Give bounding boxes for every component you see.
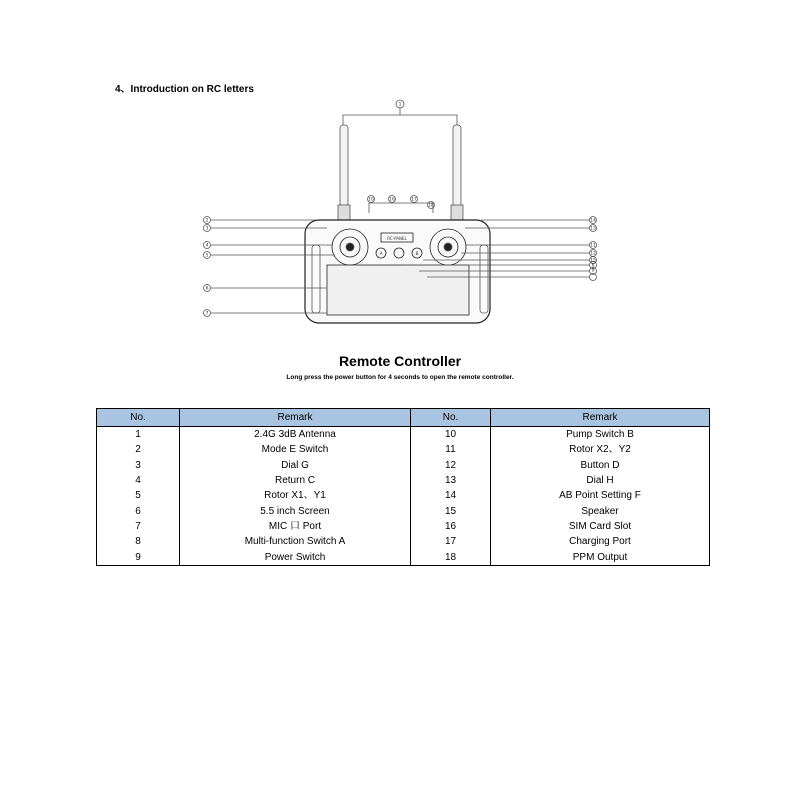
svg-text:B: B bbox=[415, 252, 419, 257]
header-remark-right: Remark bbox=[491, 409, 710, 427]
svg-text:16: 16 bbox=[389, 197, 395, 203]
table-cell: AB Point Setting F bbox=[491, 488, 710, 503]
table-cell: Pump Switch B bbox=[491, 427, 710, 443]
document-title: Remote Controller bbox=[338, 353, 462, 369]
svg-text:10: 10 bbox=[368, 197, 374, 203]
table-header-row bbox=[97, 409, 710, 427]
svg-text:5: 5 bbox=[205, 253, 209, 259]
table-cell: 10 bbox=[411, 427, 491, 443]
table-cell: 2.4G 3dB Antenna bbox=[180, 427, 411, 443]
section-heading: 4、Introduction on RC letters bbox=[115, 84, 254, 95]
table-cell: MIC 口 Port bbox=[180, 519, 411, 534]
table-cell: 18 bbox=[411, 549, 491, 565]
svg-text:17: 17 bbox=[411, 197, 417, 203]
table-row bbox=[97, 549, 710, 565]
table-cell: 15 bbox=[411, 503, 491, 518]
table-cell: 12 bbox=[411, 458, 491, 473]
svg-text:2: 2 bbox=[205, 218, 209, 224]
table-row bbox=[97, 534, 710, 549]
table-row bbox=[97, 488, 710, 503]
screen bbox=[327, 265, 469, 315]
table-cell: 1 bbox=[97, 427, 180, 443]
document-subtitle: Long press the power button for 4 seconds to open the remote controller. bbox=[286, 374, 514, 381]
svg-text:14: 14 bbox=[590, 218, 596, 224]
svg-text:13: 13 bbox=[590, 226, 596, 232]
table-cell: Dial G bbox=[180, 458, 411, 473]
table-cell: Power Switch bbox=[180, 549, 411, 565]
table-cell: Multi-function Switch A bbox=[180, 534, 411, 549]
svg-text:12: 12 bbox=[590, 251, 596, 257]
table-cell: 14 bbox=[411, 488, 491, 503]
table-cell: 13 bbox=[411, 473, 491, 488]
table-row bbox=[97, 442, 710, 457]
svg-text:18: 18 bbox=[428, 203, 434, 209]
header-remark-left: Remark bbox=[180, 409, 411, 427]
table-row bbox=[97, 519, 710, 534]
table-cell: 16 bbox=[411, 519, 491, 534]
table-cell: PPM Output bbox=[491, 549, 710, 565]
table-cell: 4 bbox=[97, 473, 180, 488]
table-cell: 5 bbox=[97, 488, 180, 503]
table-cell: Speaker bbox=[491, 503, 710, 518]
table-cell: Button D bbox=[491, 458, 710, 473]
table-cell: Dial H bbox=[491, 473, 710, 488]
table-cell: 2 bbox=[97, 442, 180, 457]
table-row bbox=[97, 473, 710, 488]
left-antenna-base bbox=[338, 205, 350, 221]
table-cell: Charging Port bbox=[491, 534, 710, 549]
left-antenna bbox=[340, 125, 348, 217]
antenna-callout-bracket bbox=[343, 115, 457, 125]
table-cell: Rotor X2、Y2 bbox=[491, 442, 710, 457]
svg-text:9: 9 bbox=[591, 268, 595, 274]
table-cell: Rotor X1、Y1 bbox=[180, 488, 411, 503]
table-cell: 3 bbox=[97, 458, 180, 473]
table-row bbox=[97, 503, 710, 518]
table-cell: Mode E Switch bbox=[180, 442, 411, 457]
table-cell: 9 bbox=[97, 549, 180, 565]
remote-controller-diagram bbox=[195, 95, 605, 330]
header-no-right: No. bbox=[411, 409, 491, 427]
table-cell: 11 bbox=[411, 442, 491, 457]
table-cell: Return C bbox=[180, 473, 411, 488]
right-antenna bbox=[453, 125, 461, 217]
table-cell: 17 bbox=[411, 534, 491, 549]
svg-text:3: 3 bbox=[205, 226, 209, 232]
table-cell: 5.5 inch Screen bbox=[180, 503, 411, 518]
table-cell: SIM Card Slot bbox=[491, 519, 710, 534]
svg-text:7: 7 bbox=[205, 311, 209, 317]
table-cell: 6 bbox=[97, 503, 180, 518]
svg-text:4: 4 bbox=[205, 243, 209, 249]
svg-text:RC-PANEL: RC-PANEL bbox=[387, 236, 407, 241]
header-no-left: No. bbox=[97, 409, 180, 427]
table-cell: 7 bbox=[97, 519, 180, 534]
svg-text:8: 8 bbox=[591, 263, 595, 269]
svg-text:15: 15 bbox=[590, 258, 596, 264]
table-row bbox=[97, 458, 710, 473]
svg-text:6: 6 bbox=[205, 286, 209, 292]
table-cell: 8 bbox=[97, 534, 180, 549]
svg-text:1: 1 bbox=[398, 102, 402, 108]
table-row bbox=[97, 427, 710, 443]
svg-text:11: 11 bbox=[590, 243, 596, 249]
remark-table bbox=[96, 408, 710, 566]
svg-text:A: A bbox=[379, 252, 383, 257]
right-antenna-base bbox=[451, 205, 463, 221]
